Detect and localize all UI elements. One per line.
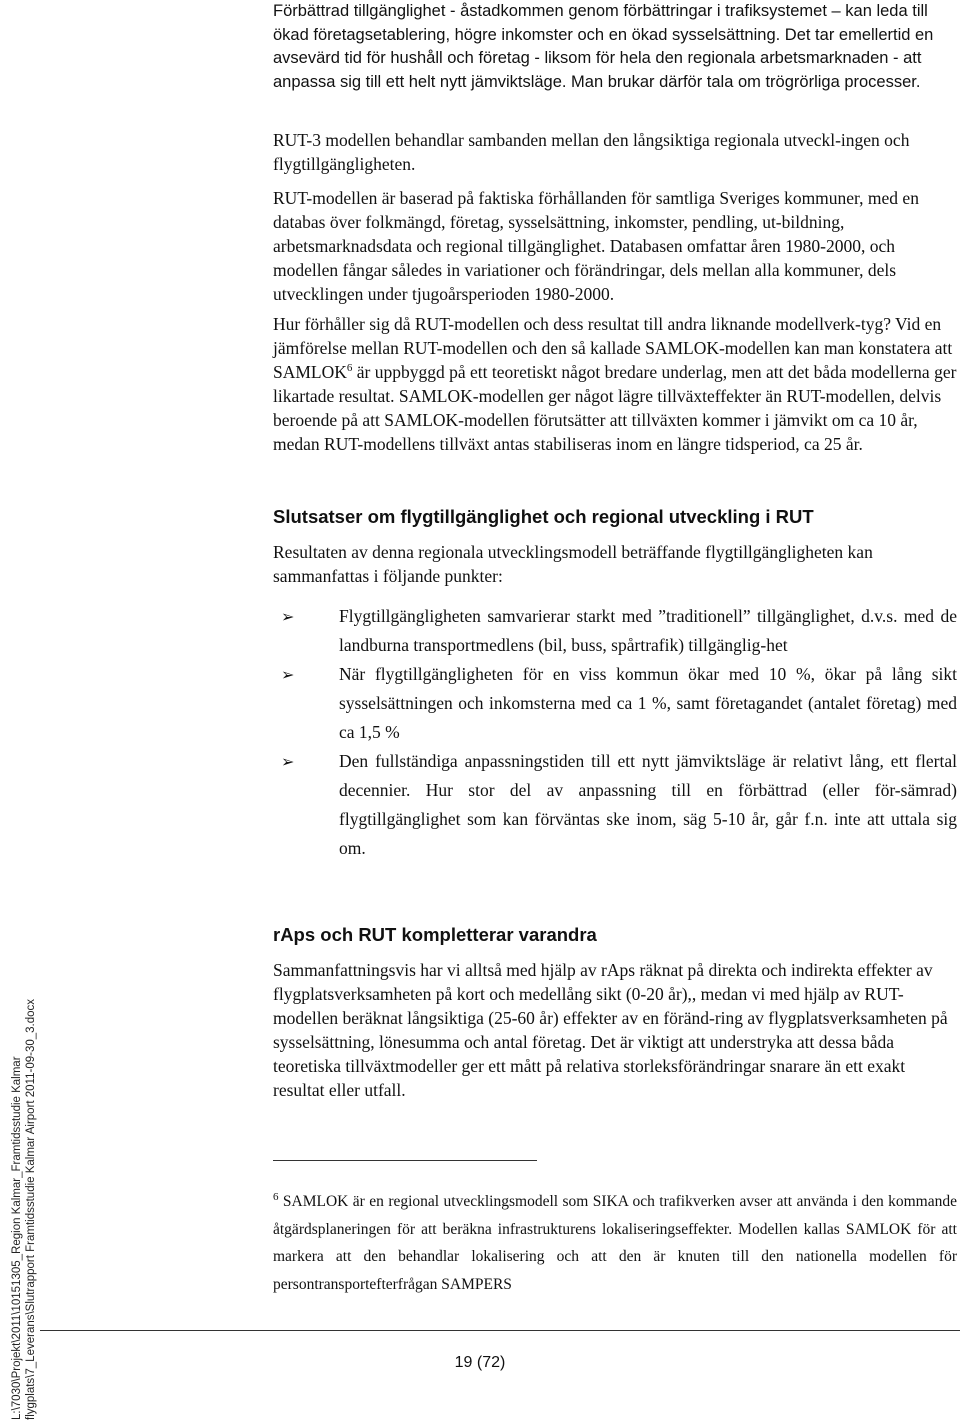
section-heading-conclusions: Slutsatser om flygtillgänglighet och regional utveckling i RUT <box>273 506 814 527</box>
comparison-paragraph <box>273 312 957 456</box>
conclusions-list <box>273 602 957 863</box>
list-item-text: Den fullständiga anpassningstiden till ett nytt jämviktsläge är relativt lång, ett flertal decennier. Hur stor del av anpassning till en förbättrad (eller för-sämrad) flygtillgänglighet som kan förväntas ske inom, säg 5-10 år, går f.n. inte att uttala sig om. <box>339 751 957 858</box>
conclusions-intro: Resultaten av denna regionala utvecklingsmodell beträffande flygtillgängligheten kan sammanfattas i följande punkter: <box>273 542 873 586</box>
footnote-separator <box>273 1160 537 1161</box>
raps-rut-paragraph: Sammanfattningsvis har vi alltså med hjälp av rAps räknat på direkta och indirekta effekter av flygplatsverksamheten på kort och medellång sikt (0-20 år),, medan vi med hjälp av RUT-modellen beräknat långsiktiga (25-60 år) effekter av en föränd-ring av flygplatsverksamheten på sysselsättning, lönesumma och antal företag. Det är viktigt att understryka att dessa båda teoretiska tillväxtmodeller ger ett mått på relativa storleksförändringar snarare än ett exakt resultat eller utfall. <box>273 960 948 1100</box>
list-item-text: Flygtillgängligheten samvarierar starkt med ”traditionell” tillgänglighet, d.v.s. med de landburna transportmedlens (bil, buss, spårtrafik) tillgänglig-het <box>339 606 957 655</box>
footnote-reference: 6 <box>346 362 353 375</box>
arrowhead-bullet-icon: ➢ <box>281 752 295 771</box>
list-item <box>273 747 957 863</box>
intro-paragraph: Förbättrad tillgänglighet - åstadkommen genom förbättringar i trafiksystemet – kan leda till ökad företagsetablering, högre inkomster och en ökad sysselsättning. Det tar emellertid en avsevärd tid för hushåll och företag - liksom för hela den regionala arbetsmarknaden - att anpassa sig till ett helt nytt jämviktsläge. Man brukar därför tala om trögrörliga processer. <box>273 2 934 91</box>
footnote-text: SAMLOK är en regional utvecklingsmodell som SIKA och trafikverken avser att använda i den kommande åtgärdsplaneringen för att beräkna infrastrukturens lokaliseringseffekter. Modellen kallas SAMLOK för att markera att den behandlar lokalisering och att den är knuten till den nationella modellen för persontransportefterfrågan SAMPERS <box>273 1193 957 1293</box>
comparison-text-b: är uppbyggd på ett teoretiskt något bredare underlag, men att det båda modellerna ger likartade resultat. SAMLOK-modellen ger något lägre tillväxteffekter än RUT-modellen, delvis beroende på att SAMLOK-modellen förutsätter att tillväxten kommer i jämvikt om ca 10 år, medan RUT-modellens tillväxt antas stabiliseras inom en längre tidsperiod, ca 25 år. <box>273 362 957 454</box>
rut-model-paragraph: RUT-modellen är baserad på faktiska förhållanden för samtliga Sveriges kommuner, med en databas över folkmängd, företag, sysselsättning, inkomster, pendling, ut-bildning, arbetsmarknadsdata och regional tillgänglighet. Databasen omfattar åren 1980-2000, och modellen fångar således in variationer och förändringar, dels mellan alla kommuner, dels utvecklingen under tjugoårsperioden 1980-2000. <box>273 188 919 304</box>
file-path-sidebar <box>10 740 50 1420</box>
file-path-line-1: L:\7030\Projekt\2011\10151305_Region Kalmar_Framtidsstudie Kalmar <box>11 1056 23 1420</box>
comparison-text-a: Hur förhåller sig då RUT-modellen och dess resultat till andra liknande modellverk-tyg? Vid en jämförelse mellan RUT-modellen och den så kallade SAMLOK-modellen kan man konstatera att SAMLOK <box>273 314 953 382</box>
list-item-text: När flygtillgängligheten för en viss kommun ökar med 10 %, ökar på lång sikt sysselsättningen och inkomsterna med ca 1 %, samt företagandet (antalet företag) med ca 1,5 % <box>339 664 957 742</box>
footer-rule <box>40 1330 960 1331</box>
footnote <box>273 1188 957 1298</box>
arrowhead-bullet-icon: ➢ <box>281 665 295 684</box>
footnote-number: 6 <box>273 1190 279 1203</box>
page-number: 19 (72) <box>454 1354 506 1371</box>
list-item <box>273 602 957 660</box>
file-path-line-2: flygplats\7_Leverans\Slutrapport Framtidsstudie Kalmar Airport 2011-09-30_3.docx <box>25 998 37 1420</box>
rut3-paragraph: RUT-3 modellen behandlar sambanden mellan den långsiktiga regionala utveckl-ingen och flygtillgängligheten. <box>273 130 910 174</box>
arrowhead-bullet-icon: ➢ <box>281 607 295 626</box>
section-heading-raps-rut: rAps och RUT kompletterar varandra <box>273 924 597 945</box>
list-item <box>273 660 957 747</box>
